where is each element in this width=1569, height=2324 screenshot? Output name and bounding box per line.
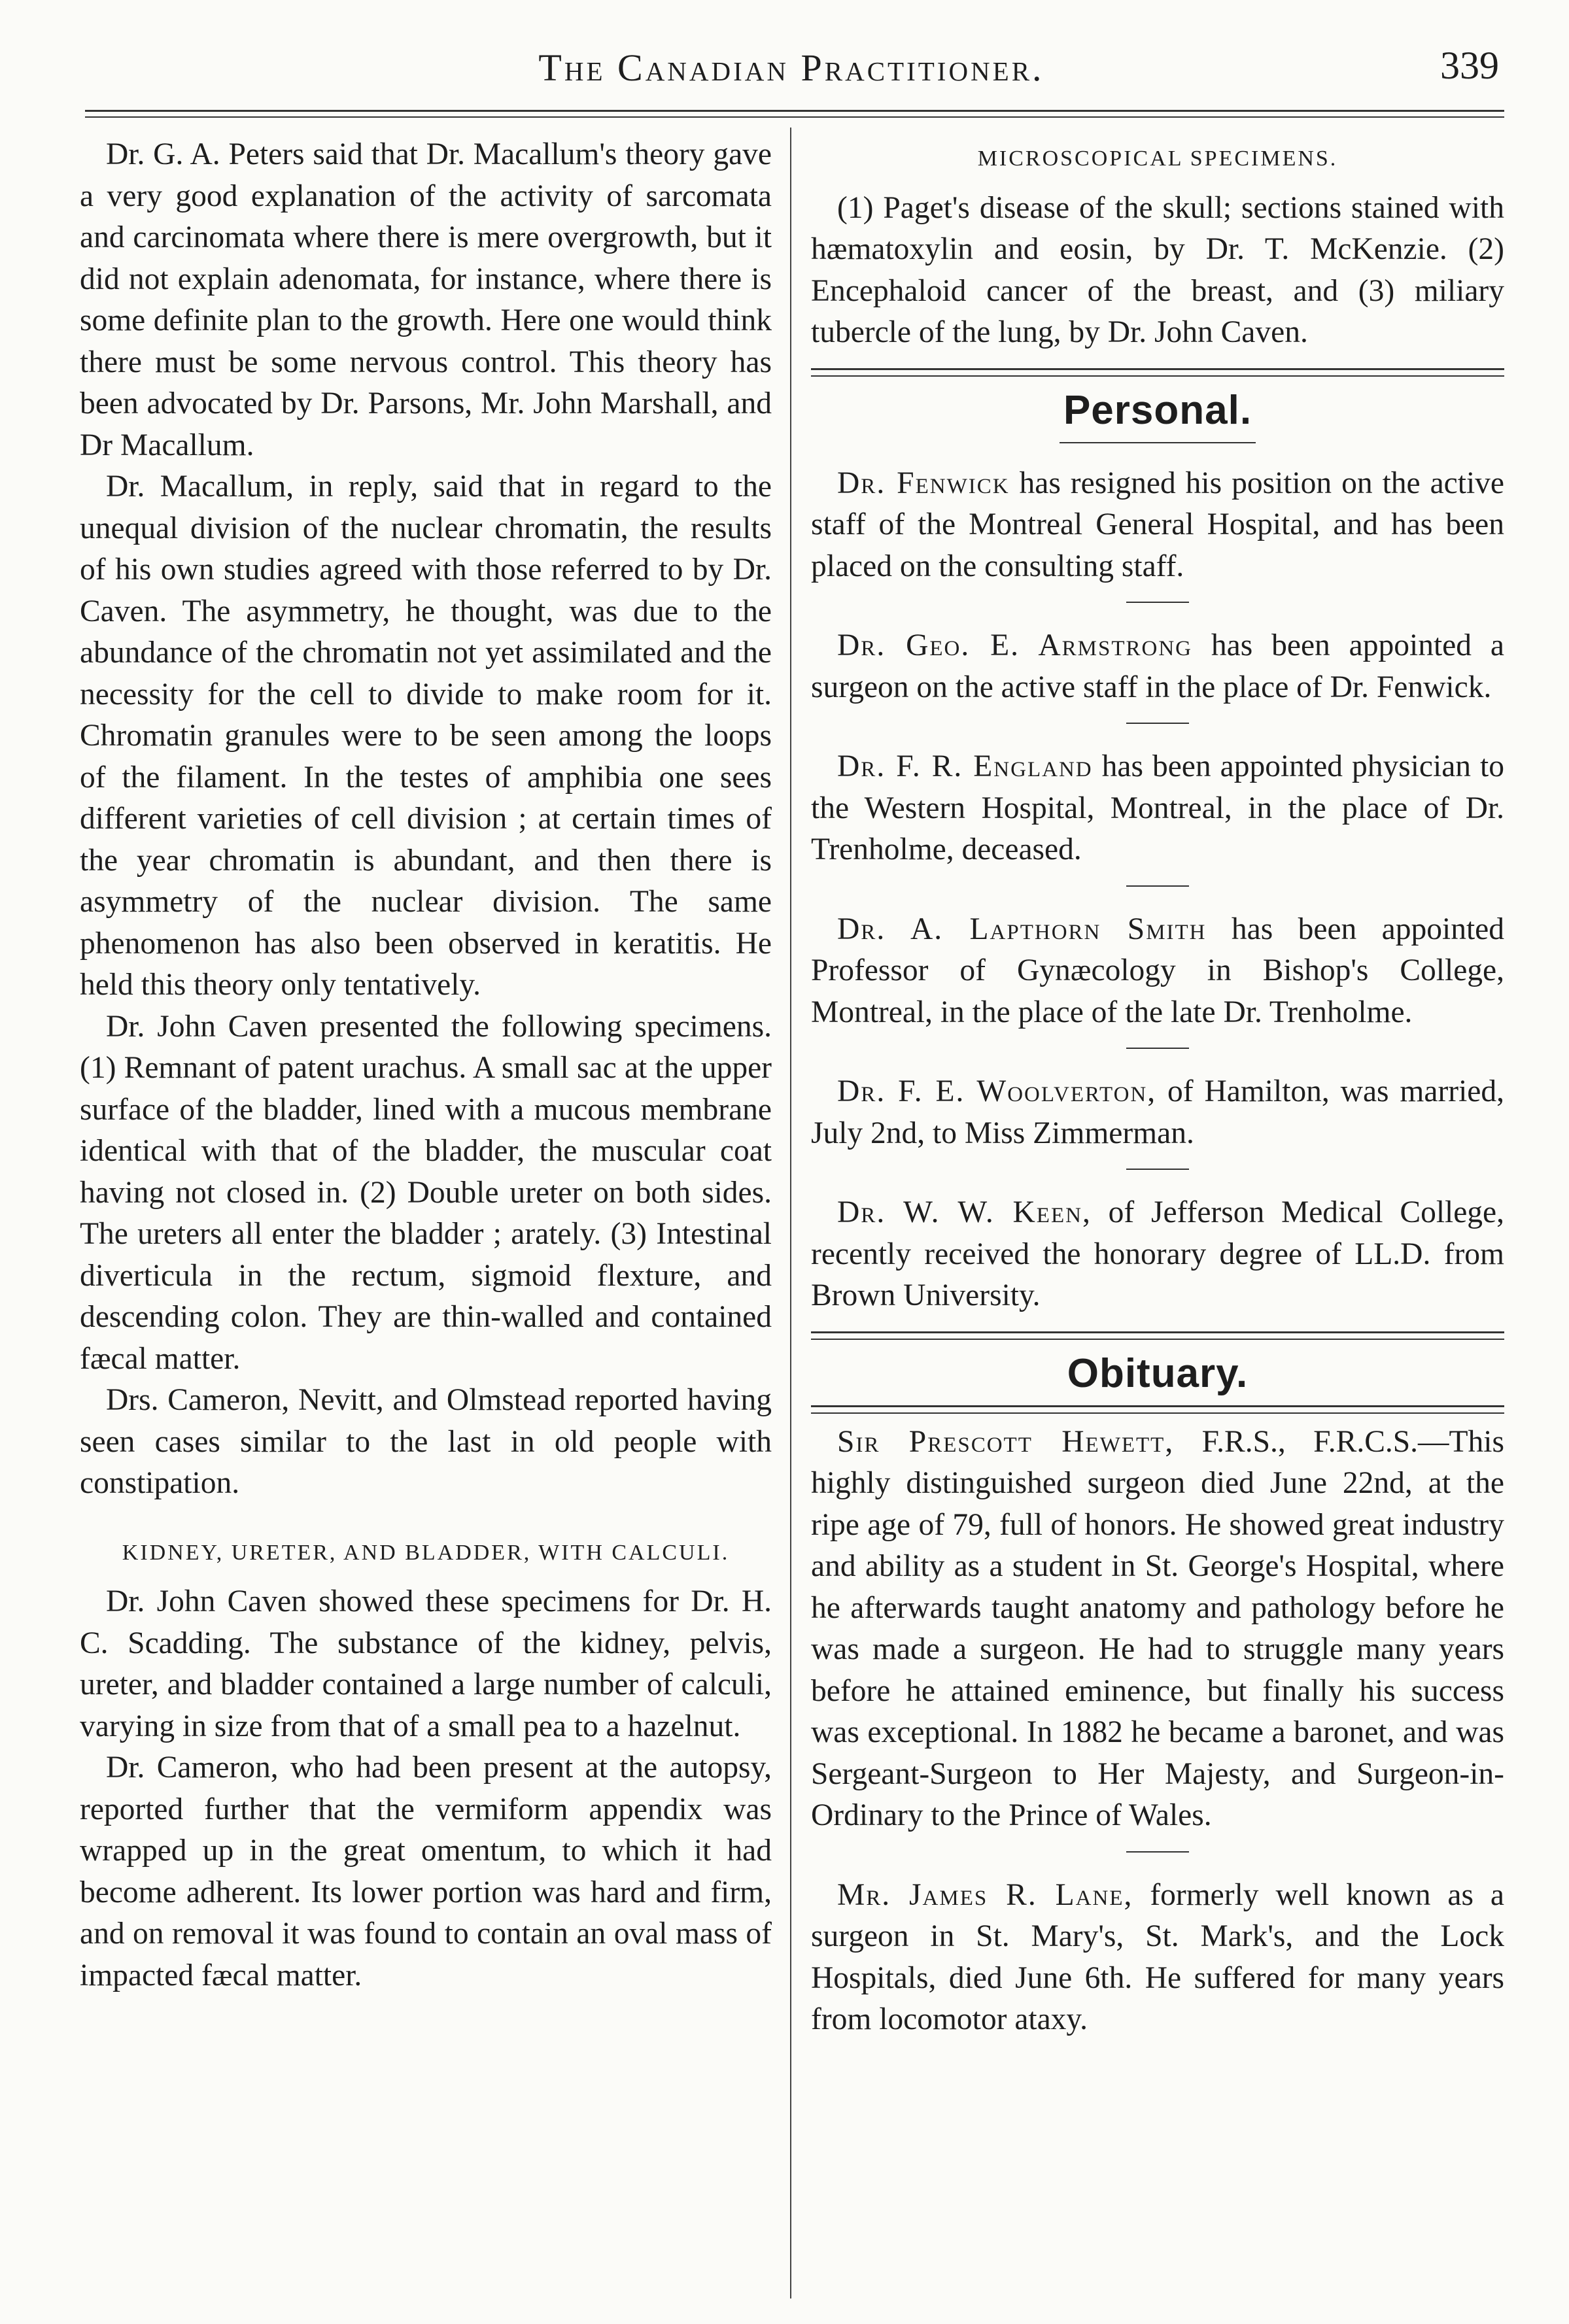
section-heading: MICROSCOPICAL SPECIMENS. [977, 146, 1338, 171]
item-separator [1126, 723, 1189, 724]
personal-item [811, 463, 1504, 588]
person-name: Dr. A. Lapthorn Smith [837, 912, 1207, 946]
item-text: F.R.S., F.R.C.S.—This highly distinguished surgeon died June 22nd, at the ripe age of 79, full of honors. He showed great industry and ability as a student in St. George's Hospital, where he afterwards taught anatomy and pathology before he was made a surgeon. He had to struggle many years before he attained eminence, but finally his success was exceptional. In 1882 he became a baronet, and was Sergeant-Surgeon to Her Majesty, and Surgeon-in-Ordinary to the Prince of Wales. [811, 1424, 1504, 1832]
item-text: has been appointed a surgeon on the active staff in the place of Dr. Fenwick. [811, 628, 1504, 704]
personal-item [811, 746, 1504, 871]
item-separator [1126, 1851, 1189, 1853]
paragraph: Dr. Cameron, who had been present at the autopsy, reported further that the vermiform appendix was wrapped up in the great omentum, to which it had become adherent. Its lower portion was hard and firm, and on removal it was found to contain an oval mass of impacted fæcal matter. [80, 1751, 772, 1992]
left-column [80, 134, 772, 1996]
item-text: of Jefferson Medical College, recently received the honorary degree of LL.D. from Brown University. [811, 1195, 1505, 1312]
page-header [78, 39, 1504, 105]
spacer [80, 1505, 772, 1528]
paragraph: Dr. John Caven presented the following specimens. (1) Remnant of patent urachus. A small sac at the upper surface of the bladder, lined with a mucous membrane identical with that of the bladder, the muscular coat having not closed in. (2) Double ureter on both sides. The ureters all enter the bladder ; arately. (3) Intestinal diverticula in the rectum, sigmoid flexture, and descending colon. They are thin-walled and contained fæcal matter. [80, 1009, 772, 1376]
person-name: Dr. W. W. Keen, [837, 1195, 1092, 1229]
item-separator [1126, 1169, 1189, 1170]
item-text: has been appointed Professor of Gynæcology in Bishop's College, Montreal, in the place of the late Dr. Trenholme. [811, 912, 1504, 1029]
section-rule [811, 1331, 1504, 1340]
paragraph: Dr. Macallum, in reply, said that in regard to the unequal division of the nuclear chromatin, the results of his own studies agreed with those referred to by Dr. Caven. The asymmetry, he thought, was due to the abundance of the chromatin not yet assimilated and the necessity for the cell to divide to make room for it. Chromatin granules were to be seen among the loops of the filament. In the testes of amphibia one sees different varieties of cell division ; at certain times of the year chromatin is abundant, and then there is asymmetry of the nuclear division. The same phenomenon has also been observed in keratitis. He held this theory only tentatively. [80, 470, 772, 1002]
person-name: Mr. James R. Lane, [837, 1877, 1133, 1912]
right-column [811, 134, 1504, 2041]
item-text: has resigned his position on the active staff of the Montreal General Hospital, and has been placed on the consulting staff. [811, 466, 1504, 583]
column-divider [790, 128, 791, 2298]
paragraph: (1) Paget's disease of the skull; sections stained with hæmatoxylin and eosin, by Dr. T. McKenzie. (2) Encephaloid cancer of the breast, and (3) miliary tubercle of the lung, by Dr. John Caven. [811, 190, 1504, 349]
section-rule [811, 1405, 1504, 1414]
obituary-item [811, 1422, 1504, 1837]
paragraph: Dr. G. A. Peters said that Dr. Macallum's theory gave a very good explanation of the activity of sarcomata and carcinomata where there is mere overgrowth, but it did not explain adenomata, for instance, where there is some definite plan to the growth. Here one would think there must be some nervous control. This theory has been advocated by Dr. Parsons, Mr. John Marshall, and Dr Macallum. [80, 137, 772, 462]
personal-item [811, 909, 1504, 1034]
item-text: of Hamilton, was married, July 2nd, to Miss Zimmerman. [811, 1074, 1504, 1150]
journal-title: The Canadian Practitioner. [538, 46, 1044, 89]
department-title-personal: Personal. [1063, 387, 1252, 433]
item-separator [1126, 1048, 1189, 1049]
item-text: formerly well known as a surgeon in St. Mary's, St. Mark's, and the Lock Hospitals, died June 6th. He suffered for many years from locomotor ataxy. [811, 1877, 1505, 2036]
section-rule [811, 368, 1504, 377]
personal-item [811, 625, 1504, 708]
personal-item [811, 1192, 1504, 1317]
page-number: 339 [1440, 44, 1499, 87]
section-heading: KIDNEY, URETER, AND BLADDER, WITH CALCULI. [122, 1540, 730, 1565]
person-name: Dr. Fenwick [837, 466, 1010, 500]
person-name: Sir Prescott Hewett, [837, 1424, 1175, 1459]
paragraph: Drs. Cameron, Nevitt, and Olmstead reported having seen cases similar to the last in old people with constipation. [80, 1383, 772, 1500]
item-separator [1126, 885, 1189, 887]
person-name: Dr. F. R. England [837, 749, 1093, 783]
department-title-obituary: Obituary. [1067, 1350, 1249, 1396]
title-underline [1060, 442, 1256, 443]
person-name: Dr. F. E. Woolverton, [837, 1074, 1157, 1108]
header-rule [85, 110, 1504, 112]
item-separator [1126, 602, 1189, 603]
item-text: has been appointed physician to the Western Hospital, Montreal, in the place of Dr. Trenholme, deceased. [811, 749, 1504, 866]
header-rule-secondary [85, 116, 1504, 118]
obituary-item [811, 1875, 1504, 2041]
paragraph: Dr. John Caven showed these specimens for Dr. H. C. Scadding. The substance of the kidney, pelvis, ureter, and bladder contained a large number of calculi, varying in size from that of a small pea to a hazelnut. [80, 1584, 772, 1743]
personal-item [811, 1071, 1504, 1154]
person-name: Dr. Geo. E. Armstrong [837, 628, 1192, 662]
